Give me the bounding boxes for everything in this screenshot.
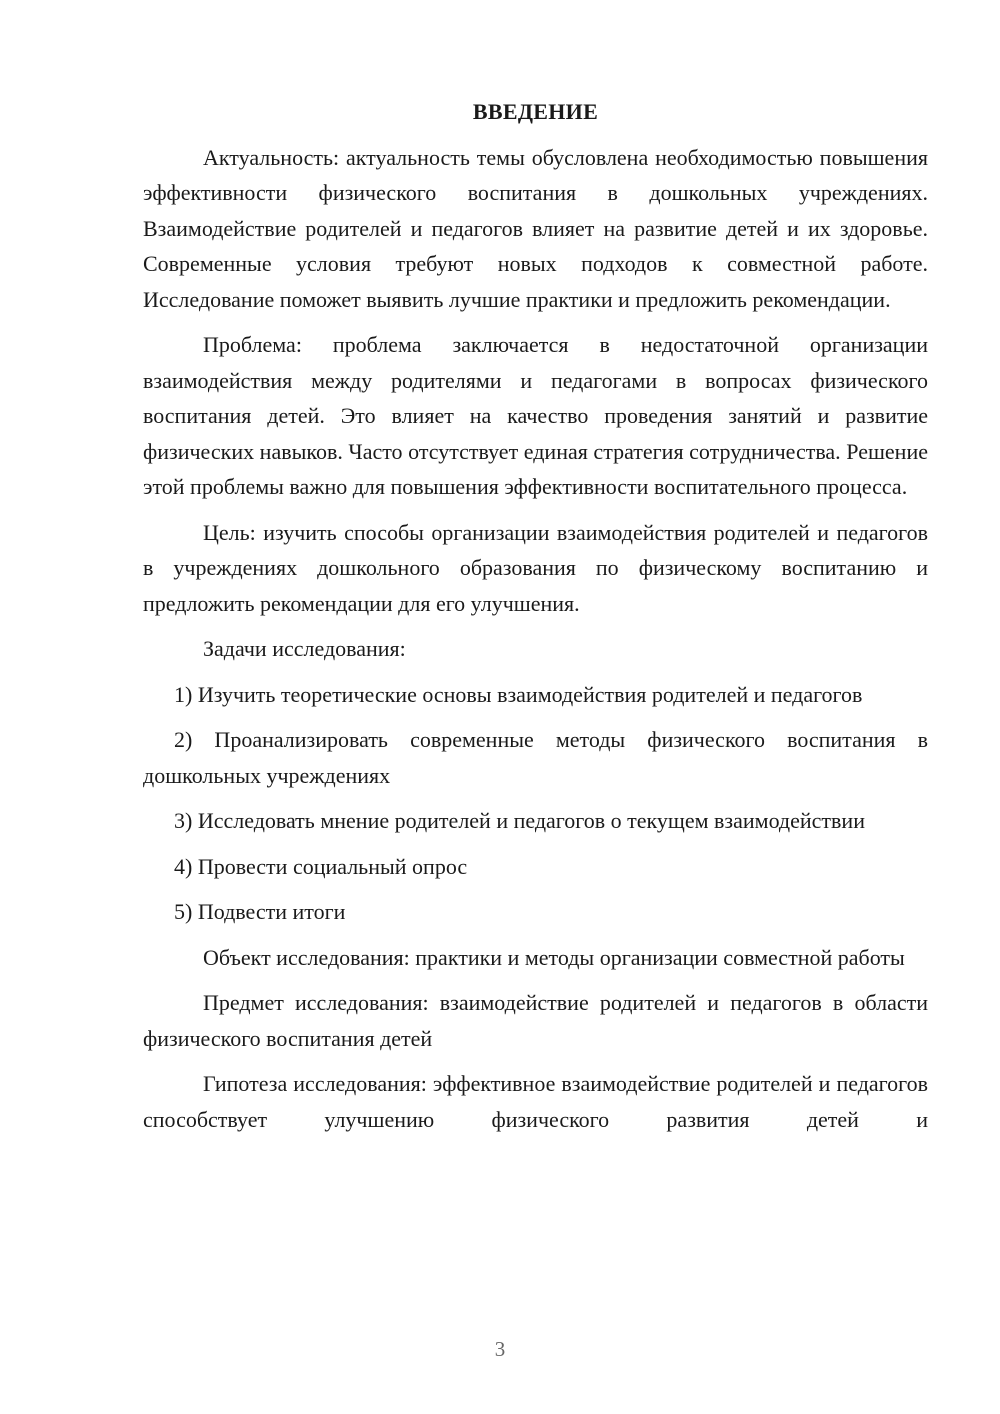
relevance-paragraph: Актуальность: актуальность темы обусловлена необходимостью повышения эффективности физического воспитания в дошкольных учреждениях. Взаимодействие родителей и педагогов влияет на развитие детей и их здоровье. Современные условия требуют новых подходов к совместной работе. Исследование поможет выявить лучшие практики и предложить рекомендации. bbox=[143, 144, 928, 312]
page-content bbox=[143, 94, 928, 1137]
task-item: 3) Исследовать мнение родителей и педагогов о текущем взаимодействии bbox=[174, 808, 865, 833]
object-paragraph: Объект исследования: практики и методы организации совместной работы bbox=[203, 944, 905, 970]
task-item: 1) Изучить теоретические основы взаимодействия родителей и педагогов bbox=[174, 681, 863, 707]
hypothesis-paragraph: Гипотеза исследования: эффективное взаимодействие родителей и педагогов способствует улучшению физического развития детей и bbox=[143, 1071, 928, 1132]
page-number: 3 bbox=[494, 1337, 506, 1361]
problem-paragraph: Проблема: проблема заключается в недостаточной организации взаимодействия между родителями и педагогами в вопросах физического воспитания детей. Это влияет на качество проведения занятий и развитие физических навыков. Часто отсутствует единая стратегия сотрудничества. Решение этой проблемы важно для повышения эффективности воспитательного процесса. bbox=[143, 332, 928, 499]
subject-paragraph: Предмет исследования: взаимодействие родителей и педагогов в области физического воспитания детей bbox=[143, 990, 928, 1051]
section-heading: ВВЕДЕНИЕ bbox=[472, 99, 599, 124]
tasks-title: Задачи исследования: bbox=[203, 636, 406, 661]
task-item: 5) Подвести итоги bbox=[174, 899, 346, 924]
task-item: 2) Проанализировать современные методы физического воспитания в дошкольных учреждениях bbox=[143, 727, 928, 788]
goal-paragraph: Цель: изучить способы организации взаимодействия родителей и педагогов в учреждениях дошкольного образования по физическому воспитанию и предложить рекомендации для его улучшения. bbox=[143, 519, 928, 616]
task-item: 4) Провести социальный опрос bbox=[174, 853, 468, 879]
